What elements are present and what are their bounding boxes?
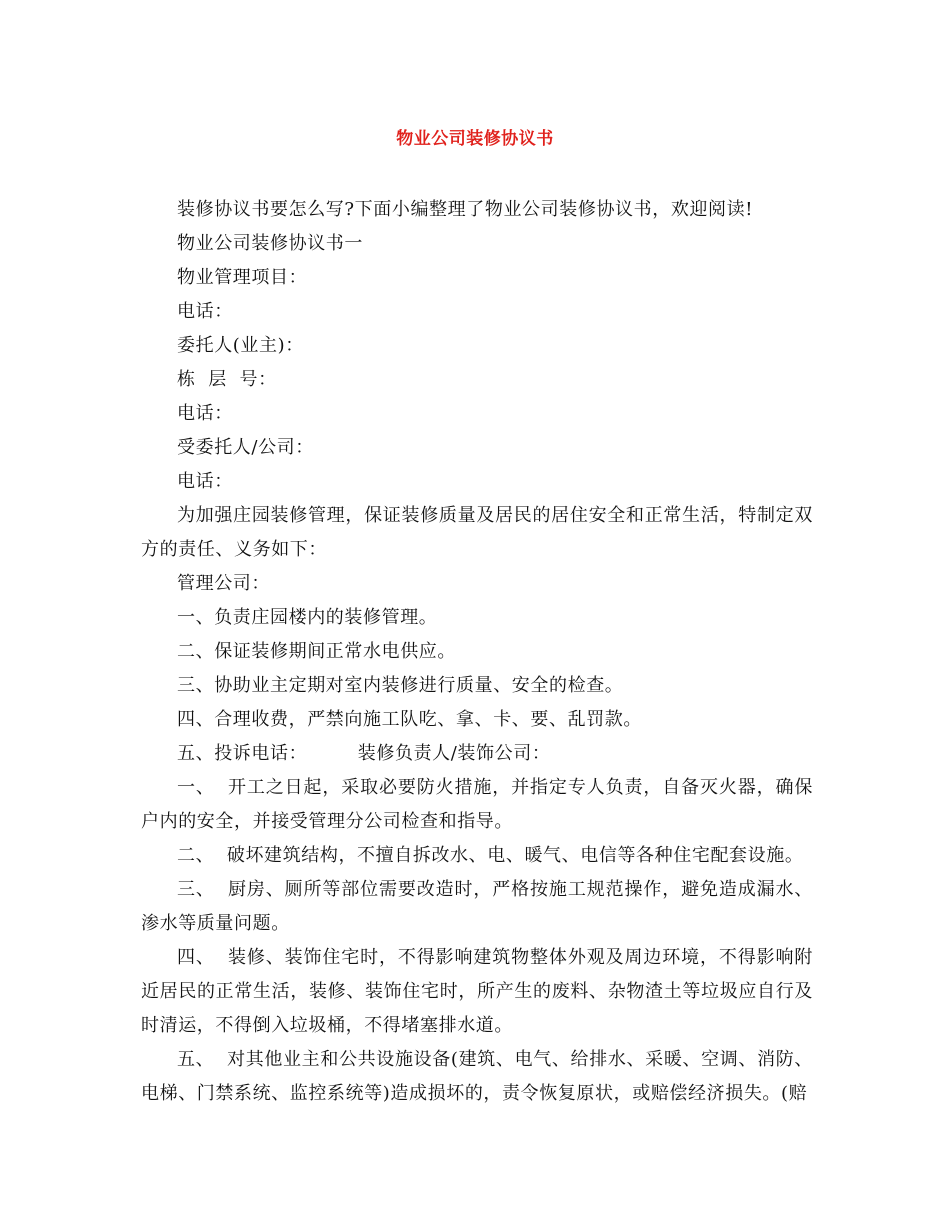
contractor-item-1: 一、 开工之日起，采取必要防火措施，并指定专人负责，自备灭火器，确保户内的安全，并接受管理分公司检查和指导。 — [141, 777, 813, 832]
document-title: 物业公司装修协议书 — [396, 129, 554, 149]
section-heading-management: 管理公司： — [177, 573, 270, 594]
paragraph-subtitle: 物业公司装修协议书一 — [177, 233, 363, 254]
management-item-3: 三、协助业主定期对室内装修进行质量、安全的检查。 — [177, 675, 624, 696]
field-building-unit: 栋 层 号： — [177, 369, 277, 390]
management-item-2: 二、保证装修期间正常水电供应。 — [177, 641, 456, 662]
paragraph-intro: 装修协议书要怎么写?下面小编整理了物业公司装修协议书，欢迎阅读! — [177, 199, 754, 220]
field-phone-1: 电话： — [177, 301, 233, 322]
field-contractor: 受委托人/公司： — [177, 437, 314, 458]
contractor-item-3: 三、 厨房、厕所等部位需要改造时，严格按施工规范操作，避免造成漏水、渗水等质量问题。 — [141, 879, 813, 934]
contractor-item-4: 四、 装修、装饰住宅时，不得影响建筑物整体外观及周边环境，不得影响附近居民的正常生活，装修、装饰住宅时，所产生的废料、杂物渣土等垃圾应自行及时清运，不得倒入垃圾桶，不得堵塞排水道。 — [141, 947, 813, 1036]
management-item-4: 四、合理收费，严禁向施工队吃、拿、卡、要、乱罚款。 — [177, 709, 642, 730]
contractor-item-2: 二、 破坏建筑结构，不擅自拆改水、电、暖气、电信等各种住宅配套设施。 — [177, 845, 804, 866]
field-phone-2: 电话： — [177, 403, 233, 424]
field-client: 委托人(业主)： — [177, 335, 304, 356]
document-body — [141, 193, 813, 1111]
field-phone-3: 电话： — [177, 471, 233, 492]
field-property-project: 物业管理项目： — [177, 267, 308, 288]
management-item-5: 五、投诉电话： 装修负责人/装饰公司： — [177, 743, 551, 764]
management-item-1: 一、负责庄园楼内的装修管理。 — [177, 607, 438, 628]
contractor-item-5: 五、 对其他业主和公共设施设备(建筑、电气、给排水、采暖、空调、消防、电梯、门禁系统、监控系统等)造成损坏的，责令恢复原状，或赔偿经济损失。(赔 — [141, 1049, 813, 1104]
paragraph-purpose: 为加强庄园装修管理，保证装修质量及居民的居住安全和正常生活，特制定双方的责任、义务如下： — [141, 505, 813, 560]
